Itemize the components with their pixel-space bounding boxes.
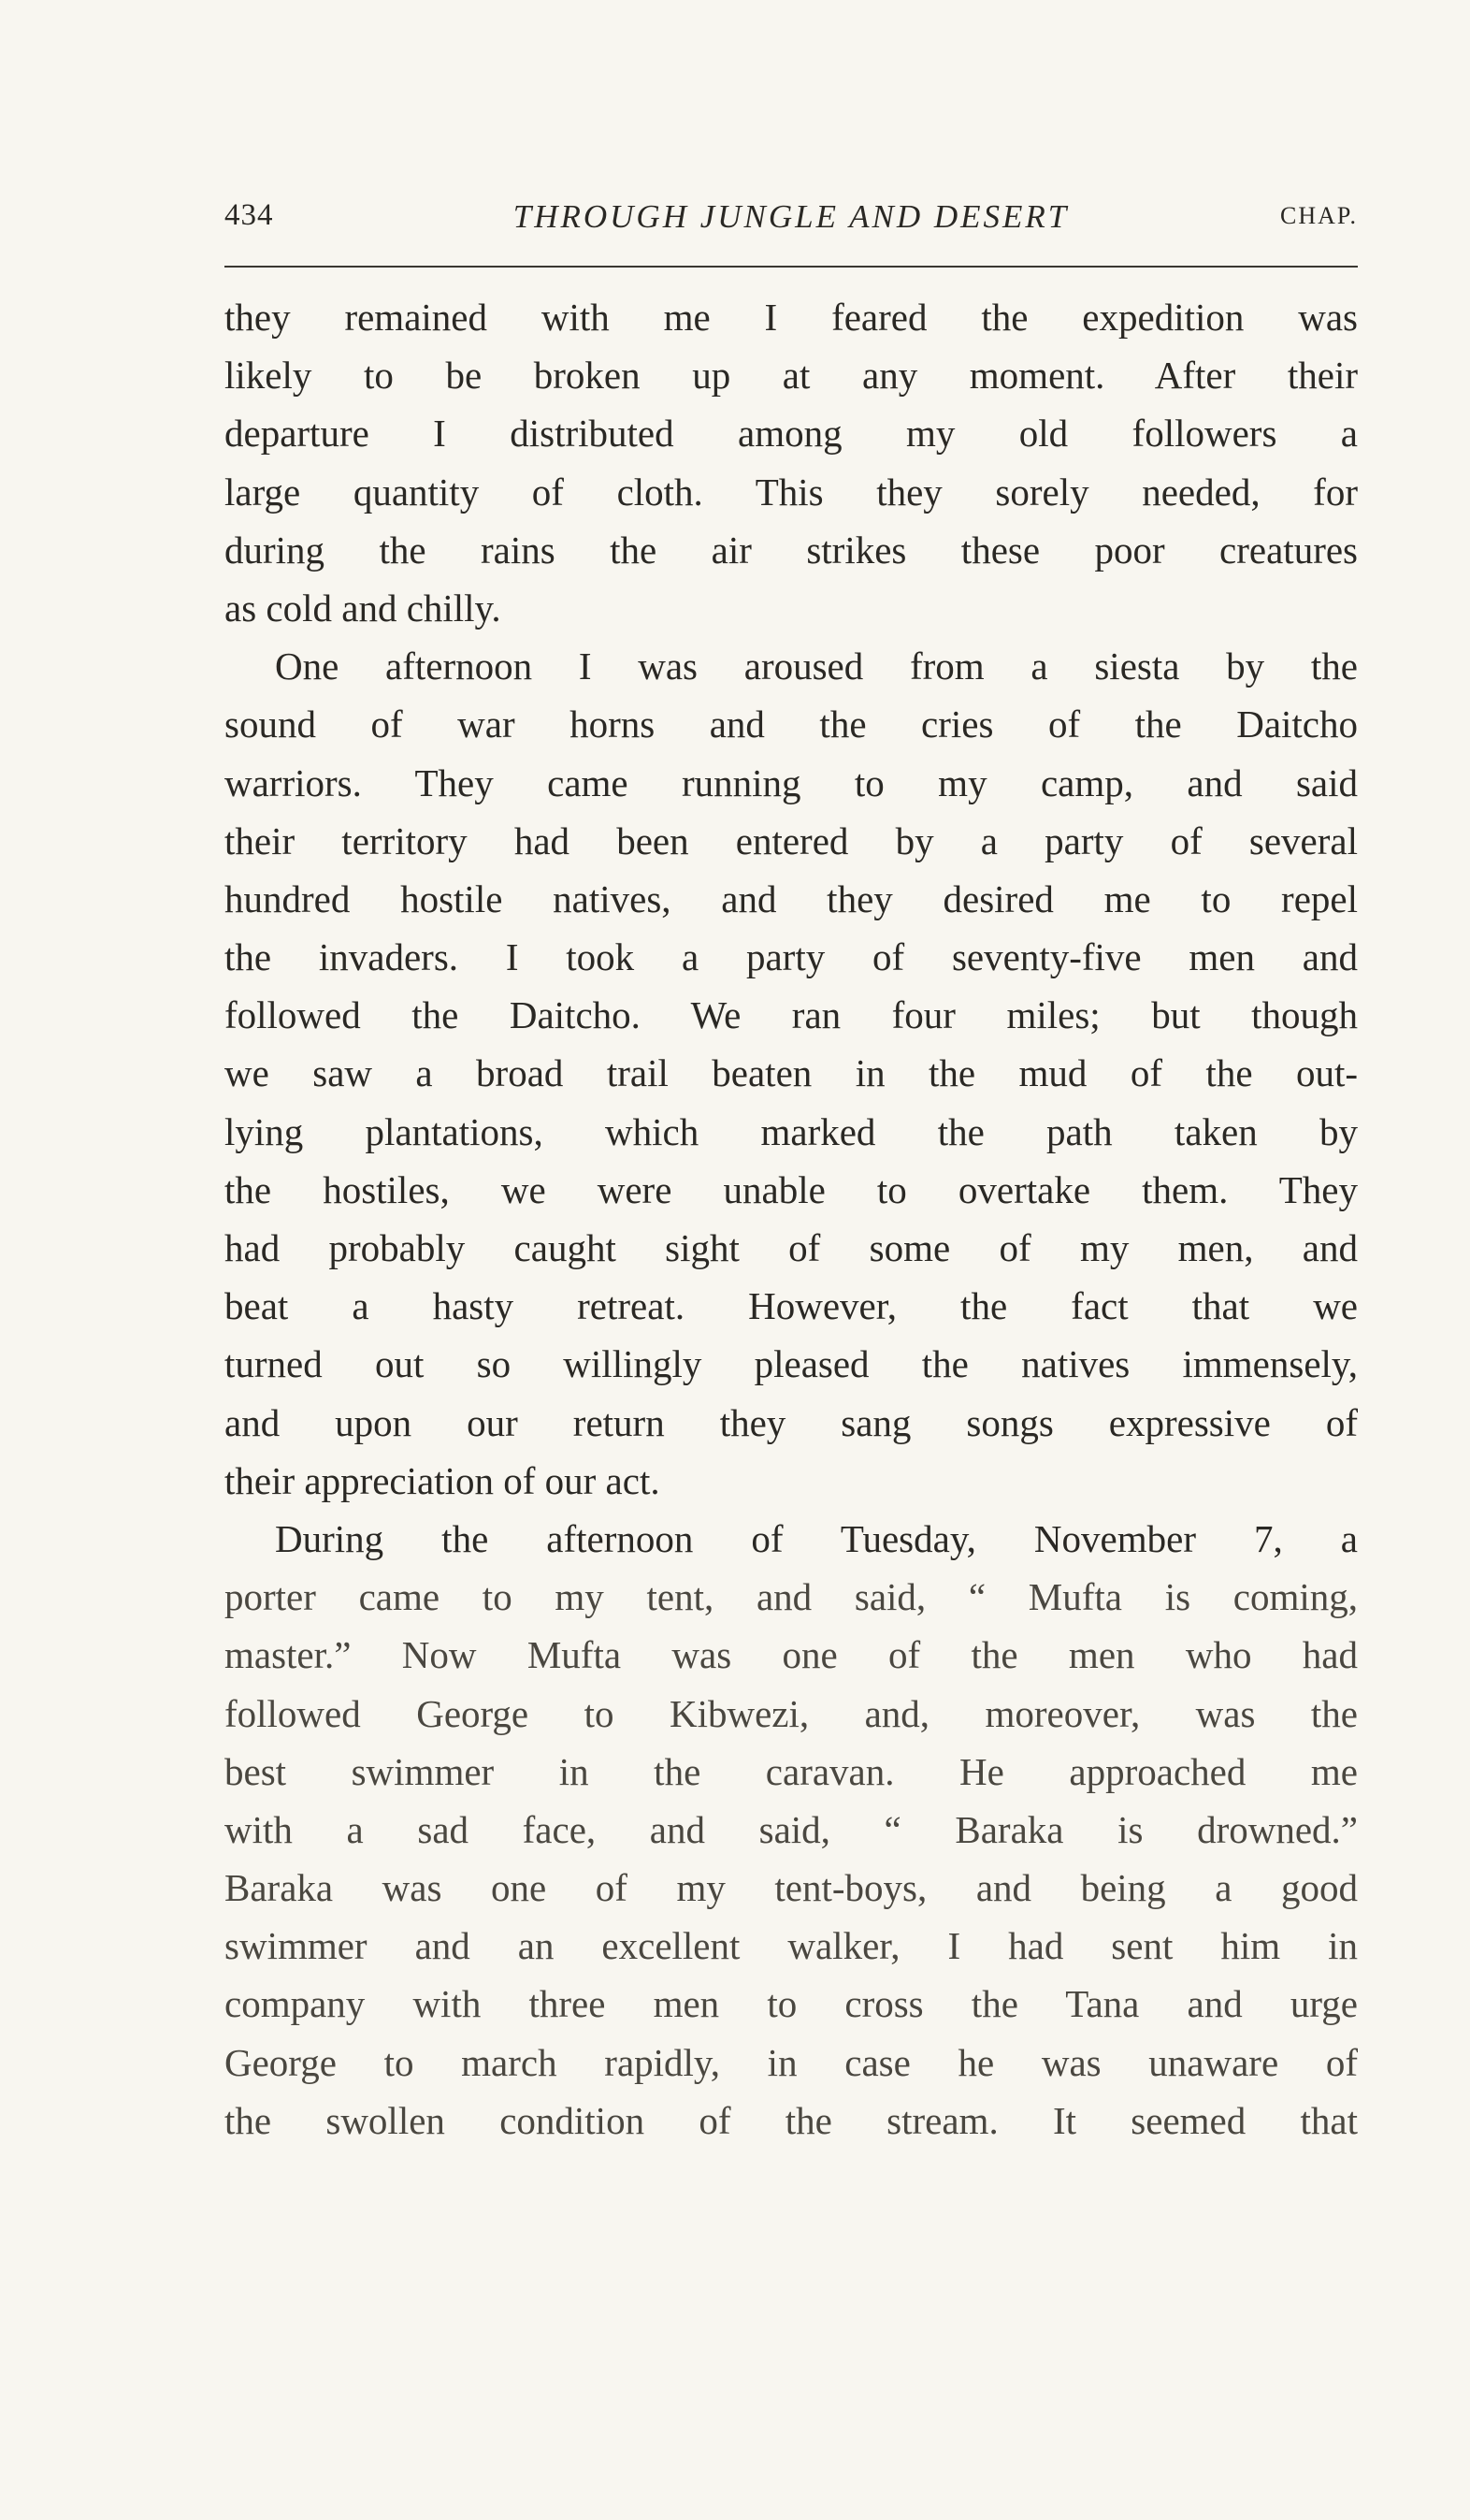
text-line: during the rains the air strikes these poor creatures (224, 528, 1358, 572)
text-line: the swollen condition of the stream. It seemed that (224, 2098, 1358, 2142)
text-line: we saw a broad trail beaten in the mud of the out- (224, 1051, 1358, 1095)
text-line: the invaders. I took a party of seventy-five men and (224, 935, 1358, 979)
text-line: beat a hasty retreat. However, the fact that we (224, 1284, 1358, 1328)
text-line: turned out so willingly pleased the natives immensely, (224, 1342, 1358, 1386)
text-line: company with three men to cross the Tana and urge (224, 1982, 1358, 2026)
text-line: and upon our return they sang songs expressive of (224, 1400, 1358, 1444)
text-line: likely to be broken up at any moment. After their (224, 354, 1358, 398)
text-line: warriors. They came running to my camp, and said (224, 760, 1358, 804)
text-line: they remained with me I feared the expedition was (224, 296, 1358, 339)
text-line: the hostiles, we were unable to overtake them. They (224, 1167, 1358, 1211)
text-line: as cold and chilly. (224, 586, 501, 630)
text-line: hundred hostile natives, and they desired me to repel (224, 876, 1358, 920)
text-line: One afternoon I was aroused from a siesta by the (275, 644, 1358, 688)
text-line: followed the Daitcho. We ran four miles; but though (224, 993, 1358, 1037)
text-line: large quantity of cloth. This they sorely needed, for (224, 470, 1358, 514)
body-text (224, 288, 1358, 2150)
text-line: had probably caught sight of some of my men, and (224, 1226, 1358, 1269)
text-line: followed George to Kibwezi, and, moreover, was the (224, 1691, 1358, 1735)
text-line: lying plantations, which marked the path taken by (224, 1109, 1358, 1153)
page-number: 434 (224, 198, 274, 232)
text-line: best swimmer in the caravan. He approached me (224, 1749, 1358, 1793)
running-head (224, 198, 1358, 245)
text-line: master.” Now Mufta was one of the men who had (224, 1633, 1358, 1677)
text-line: porter came to my tent, and said, “ Mufta is coming, (224, 1575, 1358, 1619)
text-line: During the afternoon of Tuesday, November 7, a (275, 1516, 1358, 1560)
text-line: their territory had been entered by a party of several (224, 818, 1358, 862)
text-line: swimmer and an excellent walker, I had sent him in (224, 1924, 1358, 1968)
text-line: departure I distributed among my old followers a (224, 412, 1358, 456)
chapter-label: CHAP. (1280, 202, 1358, 229)
text-line: their appreciation of our act. (224, 1458, 660, 1502)
text-line: Baraka was one of my tent-boys, and being a good (224, 1866, 1358, 1910)
running-title: THROUGH JUNGLE AND DESERT (512, 198, 1070, 235)
header-rule (224, 266, 1358, 268)
text-line: George to march rapidly, in case he was unaware of (224, 2040, 1358, 2084)
text-line: with a sad face, and said, “ Baraka is drowned.” (224, 1807, 1358, 1851)
text-line: sound of war horns and the cries of the Daitcho (224, 702, 1358, 746)
